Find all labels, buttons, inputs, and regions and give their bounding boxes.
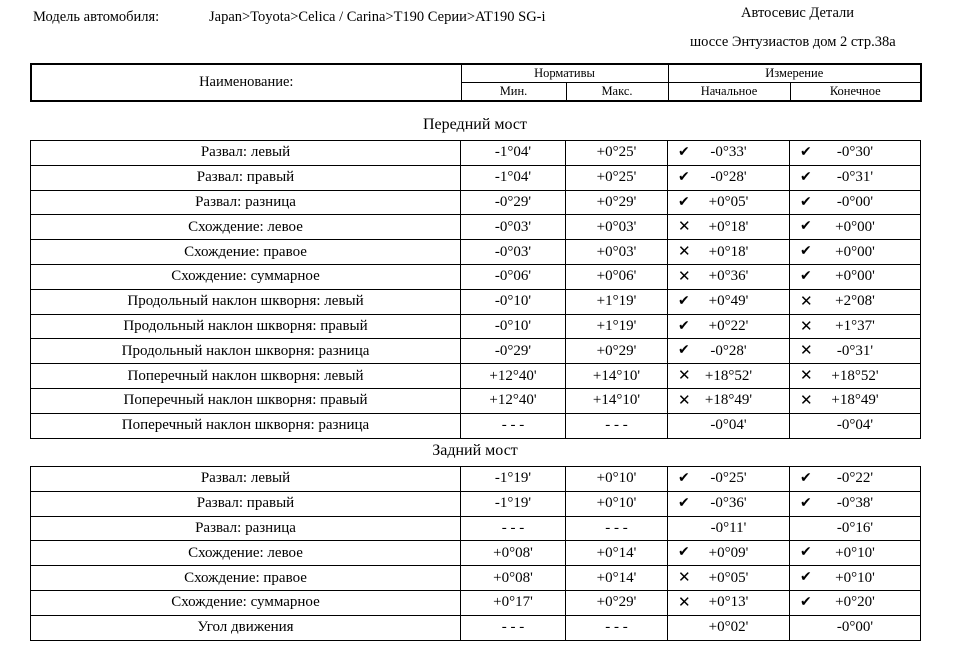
norm-min: +0°08'	[461, 566, 566, 591]
measure-value: +0°02'	[708, 619, 749, 636]
measure-value: -0°30'	[836, 144, 874, 161]
checkmark-icon: ✔	[678, 144, 690, 160]
measure-final	[790, 289, 921, 314]
table-row	[31, 314, 921, 339]
norm-min: -1°19'	[461, 467, 566, 492]
norm-max: +0°03'	[566, 215, 668, 240]
table-row	[31, 467, 921, 492]
norm-min: -0°29'	[461, 339, 566, 364]
column-header-table	[30, 63, 922, 102]
norm-min: -0°10'	[461, 314, 566, 339]
measure-value: +18°49'	[704, 392, 753, 409]
measure-final	[790, 264, 921, 289]
measure-final	[790, 364, 921, 389]
measure-value: +0°49'	[708, 293, 749, 310]
table-row	[31, 615, 921, 640]
cross-icon: ✕	[800, 366, 813, 385]
measure-value: -0°33'	[710, 144, 747, 161]
norm-max: +0°29'	[566, 339, 668, 364]
measure-final	[790, 467, 921, 492]
table-row	[31, 240, 921, 265]
norm-max: +1°19'	[566, 289, 668, 314]
norm-max: +0°25'	[566, 165, 668, 190]
norm-min: -0°03'	[461, 215, 566, 240]
measure-final	[790, 314, 921, 339]
norm-min: +12°40'	[461, 364, 566, 389]
measure-final	[790, 141, 921, 166]
norm-min: -1°04'	[461, 141, 566, 166]
measure-initial	[668, 264, 790, 289]
measure-initial	[668, 215, 790, 240]
norm-max: +0°29'	[566, 590, 668, 615]
company-name: Автосевис Детали	[741, 5, 855, 21]
measure-value: +0°00'	[835, 243, 875, 260]
checkmark-icon: ✔	[800, 593, 812, 610]
norm-min: - - -	[461, 516, 566, 541]
measure-value: +0°00'	[835, 218, 875, 235]
norm-max: +0°14'	[566, 541, 668, 566]
table-row	[31, 264, 921, 289]
cross-icon: ✕	[678, 217, 691, 236]
norm-max: +0°10'	[566, 467, 668, 492]
header-norms: Нормативы	[461, 64, 668, 83]
table-row	[31, 190, 921, 215]
front-axle-table	[30, 140, 921, 439]
table-row	[31, 364, 921, 389]
cross-icon: ✕	[678, 242, 691, 261]
measure-initial	[668, 590, 790, 615]
norm-min: -1°04'	[461, 165, 566, 190]
measure-value: -0°00'	[836, 193, 874, 210]
measure-initial	[668, 141, 790, 166]
measure-initial	[668, 240, 790, 265]
table-row	[31, 289, 921, 314]
measure-initial	[668, 339, 790, 364]
measure-initial	[668, 190, 790, 215]
checkmark-icon: ✔	[678, 470, 690, 486]
measure-value: -0°31'	[836, 169, 874, 186]
parameter-name: Угол движения	[31, 615, 461, 640]
parameter-name: Развал: правый	[31, 491, 461, 516]
header-min: Мин.	[461, 83, 566, 102]
checkmark-icon: ✔	[678, 544, 690, 561]
measure-final	[790, 215, 921, 240]
measure-initial	[668, 388, 790, 413]
checkmark-icon: ✔	[800, 144, 812, 160]
cross-icon: ✕	[800, 390, 813, 409]
parameter-name: Поперечный наклон шкворня: разница	[31, 413, 461, 438]
table-row	[31, 339, 921, 364]
norm-max: +14°10'	[566, 364, 668, 389]
table-row	[31, 413, 921, 438]
parameter-name: Схождение: правое	[31, 566, 461, 591]
parameter-name: Продольный наклон шкворня: разница	[31, 339, 461, 364]
measure-value: +0°00'	[835, 268, 875, 285]
measure-value: +0°13'	[708, 594, 749, 611]
measure-final	[790, 190, 921, 215]
checkmark-icon: ✔	[800, 243, 812, 260]
cross-icon: ✕	[800, 316, 813, 335]
norm-min: +0°08'	[461, 541, 566, 566]
measure-value: +0°05'	[708, 193, 749, 210]
cross-icon: ✕	[678, 266, 691, 285]
checkmark-icon: ✔	[800, 267, 812, 284]
cross-icon: ✕	[800, 291, 813, 310]
norm-max: - - -	[566, 413, 668, 438]
checkmark-icon: ✔	[800, 569, 812, 586]
norm-min: -0°29'	[461, 190, 566, 215]
header-initial: Начальное	[668, 83, 790, 102]
measure-value: +0°05'	[708, 569, 749, 586]
parameter-name: Развал: левый	[31, 141, 461, 166]
measure-final	[790, 566, 921, 591]
checkmark-icon: ✔	[800, 193, 812, 210]
rear-axle-title: Задний мост	[432, 442, 518, 459]
measure-final	[790, 541, 921, 566]
header-max: Макс.	[566, 83, 668, 102]
checkmark-icon: ✔	[678, 317, 690, 334]
measure-value: -0°22'	[836, 470, 874, 487]
company-address: шоссе Энтузиастов дом 2 стр.38а	[690, 34, 896, 50]
cross-icon: ✕	[678, 390, 691, 409]
measure-value: -0°28'	[710, 342, 747, 359]
table-row	[31, 165, 921, 190]
table-row	[31, 541, 921, 566]
table-row	[31, 491, 921, 516]
measure-value: -0°31'	[836, 342, 874, 359]
checkmark-icon: ✔	[678, 342, 690, 359]
header-final: Конечное	[790, 83, 921, 102]
measure-initial	[668, 314, 790, 339]
norm-max: +1°19'	[566, 314, 668, 339]
parameter-name: Схождение: правое	[31, 240, 461, 265]
checkmark-icon: ✔	[800, 218, 812, 235]
parameter-name: Продольный наклон шкворня: левый	[31, 289, 461, 314]
measure-final	[790, 339, 921, 364]
measure-initial	[668, 541, 790, 566]
table-row	[31, 141, 921, 166]
norm-min: -0°06'	[461, 264, 566, 289]
norm-min: -0°10'	[461, 289, 566, 314]
measure-initial	[668, 289, 790, 314]
measure-initial	[668, 566, 790, 591]
norm-max: +0°10'	[566, 491, 668, 516]
measure-value: +0°10'	[835, 544, 875, 561]
table-row	[31, 566, 921, 591]
cross-icon: ✕	[678, 592, 691, 611]
norm-max: - - -	[566, 516, 668, 541]
measure-value: +2°08'	[835, 293, 875, 310]
header-name: Наименование:	[31, 64, 461, 101]
cross-icon: ✕	[678, 568, 691, 587]
measure-initial	[668, 364, 790, 389]
front-axle-title: Передний мост	[423, 116, 527, 133]
measure-value: -0°25'	[710, 470, 747, 487]
parameter-name: Продольный наклон шкворня: правый	[31, 314, 461, 339]
measure-value: +0°20'	[835, 594, 875, 611]
measure-value: -0°28'	[710, 169, 747, 186]
norm-max: +0°25'	[566, 141, 668, 166]
vehicle-model	[33, 9, 546, 26]
measure-final	[790, 388, 921, 413]
checkmark-icon: ✔	[800, 168, 812, 185]
norm-min: - - -	[461, 413, 566, 438]
measure-value: +1°37'	[835, 317, 875, 334]
norm-max: +0°03'	[566, 240, 668, 265]
checkmark-icon: ✔	[800, 494, 812, 511]
measure-initial	[668, 615, 790, 640]
table-row	[31, 388, 921, 413]
cross-icon: ✕	[800, 341, 813, 360]
measure-value: -0°04'	[710, 417, 747, 434]
norm-max: +14°10'	[566, 388, 668, 413]
measure-value: +0°10'	[835, 569, 875, 586]
parameter-name: Поперечный наклон шкворня: левый	[31, 364, 461, 389]
measure-value: -0°16'	[836, 519, 874, 536]
norm-min: +0°17'	[461, 590, 566, 615]
measure-value: +0°22'	[708, 317, 749, 334]
measure-value: +18°52'	[831, 367, 879, 384]
parameter-name: Схождение: суммарное	[31, 264, 461, 289]
measure-value: -0°36'	[710, 495, 747, 512]
parameter-name: Развал: разница	[31, 516, 461, 541]
measure-value: +18°52'	[704, 367, 753, 384]
measure-value: +18°49'	[831, 392, 879, 409]
parameter-name: Схождение: левое	[31, 541, 461, 566]
vehicle-model-value: Japan>Toyota>Celica / Carina>T190 Серии>AT190 SG-i	[209, 9, 546, 25]
measure-value: +0°18'	[708, 218, 749, 235]
checkmark-icon: ✔	[678, 168, 690, 185]
measure-initial	[668, 413, 790, 438]
checkmark-icon: ✔	[800, 470, 812, 486]
header-measurement: Измерение	[668, 64, 921, 83]
measure-final	[790, 240, 921, 265]
parameter-name: Развал: правый	[31, 165, 461, 190]
norm-max: +0°14'	[566, 566, 668, 591]
measure-value: -0°11'	[710, 519, 747, 536]
measure-final	[790, 516, 921, 541]
measure-initial	[668, 491, 790, 516]
parameter-name: Схождение: суммарное	[31, 590, 461, 615]
parameter-name: Схождение: левое	[31, 215, 461, 240]
measure-final	[790, 491, 921, 516]
norm-min: -1°19'	[461, 491, 566, 516]
checkmark-icon: ✔	[678, 292, 690, 309]
measure-value: -0°38'	[836, 495, 874, 512]
vehicle-model-label: Модель автомобиля:	[33, 9, 160, 25]
measure-final	[790, 413, 921, 438]
measure-final	[790, 165, 921, 190]
norm-min: - - -	[461, 615, 566, 640]
cross-icon: ✕	[678, 366, 691, 385]
norm-min: +12°40'	[461, 388, 566, 413]
norm-max: +0°29'	[566, 190, 668, 215]
parameter-name: Развал: левый	[31, 467, 461, 492]
parameter-name: Поперечный наклон шкворня: правый	[31, 388, 461, 413]
checkmark-icon: ✔	[678, 193, 690, 210]
norm-max: +0°06'	[566, 264, 668, 289]
measure-initial	[668, 467, 790, 492]
measure-value: +0°18'	[708, 243, 749, 260]
measure-initial	[668, 165, 790, 190]
checkmark-icon: ✔	[678, 494, 690, 511]
table-row	[31, 516, 921, 541]
parameter-name: Развал: разница	[31, 190, 461, 215]
measure-final	[790, 590, 921, 615]
norm-max: - - -	[566, 615, 668, 640]
norm-min: -0°03'	[461, 240, 566, 265]
measure-final	[790, 615, 921, 640]
measure-initial	[668, 516, 790, 541]
measure-value: +0°09'	[708, 544, 749, 561]
table-row	[31, 590, 921, 615]
measure-value: -0°00'	[836, 619, 874, 636]
rear-axle-table	[30, 466, 921, 641]
measure-value: +0°36'	[708, 268, 749, 285]
table-row	[31, 215, 921, 240]
measure-value: -0°04'	[836, 417, 874, 434]
checkmark-icon: ✔	[800, 544, 812, 561]
